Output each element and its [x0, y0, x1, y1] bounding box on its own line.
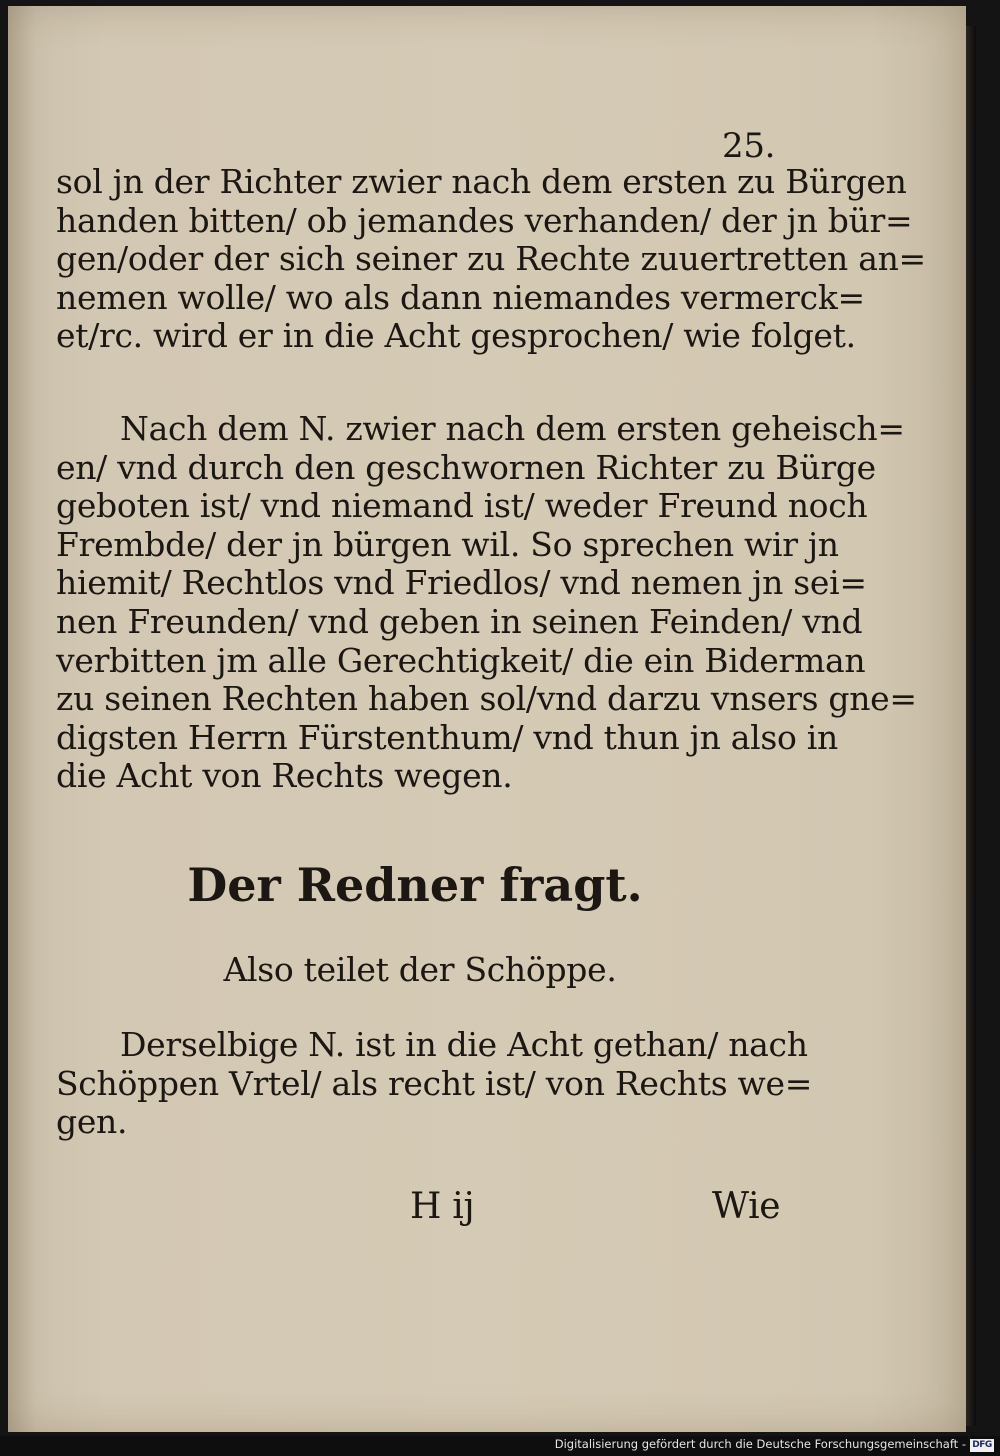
signature-mark: H ij — [410, 1186, 475, 1227]
paragraph-1 — [56, 162, 926, 356]
text-line: Derselbige N. ist in die Acht gethan/ nach — [120, 1025, 808, 1064]
text-line: nemen wolle/ wo als dann niemandes vermerck= — [56, 277, 865, 317]
page-edge — [966, 26, 976, 1426]
text-line: zu seinen Rechten haben sol/vnd darzu vnsers gne= — [56, 679, 917, 719]
text-line: gen/oder der sich seiner zu Rechte zuuertretten an= — [56, 239, 926, 279]
footer-credit: Digitalisierung gefördert durch die Deutsche Forschungsgemeinschaft - — [554, 1437, 966, 1451]
text-line: gen. — [56, 1102, 128, 1142]
text-line: Schöppen Vrtel/ als recht ist/ von Rechts we= — [56, 1063, 813, 1103]
text-line: hiemit/ Rechtlos vnd Friedlos/ vnd nemen jn sei= — [56, 563, 867, 603]
dfg-logo[interactable]: DFG — [970, 1439, 994, 1452]
text-line: en/ vnd durch den geschwornen Richter zu Bürge — [56, 447, 876, 487]
text-line: nen Freunden/ vnd geben in seinen Feinden/ vnd — [56, 601, 863, 641]
text-line: Nach dem N. zwier nach dem ersten geheisch= — [120, 409, 905, 448]
text-line: verbitten jm alle Gerechtigkeit/ die ein Biderman — [56, 640, 866, 680]
section-heading: Der Redner fragt. — [187, 858, 643, 912]
text-line: handen bitten/ ob jemandes verhanden/ der jn bür= — [56, 200, 913, 240]
text-line: geboten ist/ vnd niemand ist/ weder Freund noch — [56, 486, 868, 526]
text-line: Frembde/ der jn bürgen wil. So sprechen wir jn — [56, 524, 839, 564]
text-line: die Acht von Rechts wegen. — [56, 756, 513, 796]
catchword: Wie — [712, 1186, 781, 1227]
paragraph-3 — [56, 1025, 813, 1142]
text-line: sol jn der Richter zwier nach dem ersten zu Bürgen — [56, 162, 907, 201]
page-number: 25. — [722, 126, 776, 166]
paragraph-2 — [56, 409, 917, 796]
text-line: digsten Herrn Fürstenthum/ vnd thun jn also in — [56, 717, 838, 757]
text-line: et/rc. wird er in die Acht gesprochen/ wie folget. — [56, 316, 856, 356]
section-subheading: Also teilet der Schöppe. — [223, 950, 617, 989]
